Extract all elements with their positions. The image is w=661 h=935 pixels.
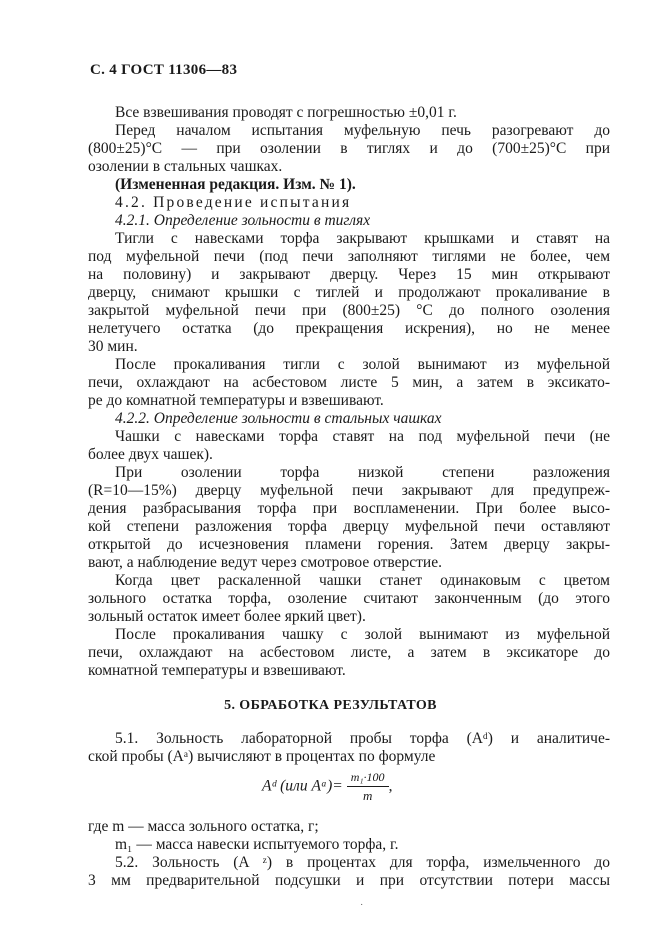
text-line: 5.2. Зольность (A ᶻ) в процентах для торфа, измельченного до xyxy=(115,854,610,871)
formula-left: Aᵈ (или Aᵃ)= xyxy=(262,777,343,795)
subsection-heading: 4.2. Проведение испытания xyxy=(115,194,352,211)
text-line: кой степени разложения торфа дверцу муфельной печи оставляют xyxy=(88,518,610,535)
text-line: При озолении торфа низкой степени разложения xyxy=(115,464,610,481)
text-line: более двух чашек). xyxy=(88,446,213,463)
formula xyxy=(262,770,392,804)
text-line: закрытой муфельной печи при (800±25) °С до полного озоления xyxy=(88,302,610,319)
text-line: комнатной температуры и взвешивают. xyxy=(88,662,346,679)
formula-fraction xyxy=(347,770,389,804)
page-header: С. 4 ГОСТ 11306—83 xyxy=(90,62,238,78)
text-line: После прокаливания чашку с золой вынимают из муфельной xyxy=(115,626,610,643)
text-line: (R=10—15%) дверцу муфельной печи закрывают для предупреж- xyxy=(88,482,610,499)
text-line: дения разбрасывания торфа при воспламенении. При более высо- xyxy=(88,500,610,517)
text-line: 5.1. Зольность лабораторной пробы торфа (Aᵈ) и аналитиче- xyxy=(115,730,610,747)
text-line: 30 мин. xyxy=(88,338,138,355)
text-line: (800±25)°С — при озолении в тиглях и до (700±25)°С при xyxy=(88,140,610,157)
text-line: Тигли с навесками торфа закрывают крышками и ставят на xyxy=(115,230,610,247)
text-line: Чашки с навесками торфа ставят на под муфельной печи (не xyxy=(115,428,610,445)
formula-numerator: m₁·100 xyxy=(347,770,389,787)
text-line: 3 мм предварительной подсушки и при отсутствии потери массы xyxy=(88,872,610,889)
scan-speck: ˙ xyxy=(360,903,364,914)
formula-denominator: m xyxy=(362,788,373,803)
text-line: нелетучего остатка (до прекращения искрения), но не менее xyxy=(88,320,610,337)
text-line: ской пробы (Aᵃ) вычисляют в процентах по формуле xyxy=(88,748,436,765)
text-line: Перед началом испытания муфельную печь разогревают до xyxy=(115,122,610,139)
text-line: под муфельной печи (под печи заполняют тиглями не более, чем xyxy=(88,248,610,265)
text-line: ре до комнатной температуры и взвешивают. xyxy=(88,392,384,409)
text-line: на половину) и закрывают дверцу. Через 15 мин открывают xyxy=(88,266,610,283)
section-heading: 5. ОБРАБОТКА РЕЗУЛЬТАТОВ xyxy=(224,698,437,713)
text-line: озолении в стальных чашках. xyxy=(88,158,283,175)
text-line: Когда цвет раскаленной чашки станет одинаковым с цветом xyxy=(115,572,610,589)
amendment-note: (Измененная редакция. Изм. № 1). xyxy=(115,176,356,193)
text-line: m₁ — масса навески испытуемого торфа, г. xyxy=(115,836,399,853)
text-line: открытой до исчезновения пламени горения. Затем дверцу закры- xyxy=(88,536,610,553)
text-line: зольный остаток имеет более яркий цвет). xyxy=(88,608,366,625)
text-line: После прокаливания тигли с золой вынимают из муфельной xyxy=(115,356,610,373)
text-line: вают, а наблюдение ведут через смотровое отверстие. xyxy=(88,554,442,571)
formula-end: , xyxy=(388,777,393,795)
text-line: дверцу, снимают крышки с тиглей и продолжают прокаливание в xyxy=(88,284,610,301)
text-line: где m — масса зольного остатка, г; xyxy=(88,818,319,835)
text-line: печи, охлаждают на асбестовом листе, а затем в эксикаторе до xyxy=(88,644,610,661)
text-line: Все взвешивания проводят с погрешностью ±0,01 г. xyxy=(115,104,457,121)
subsection-heading: 4.2.1. Определение зольности в тиглях xyxy=(115,212,371,229)
subsection-heading: 4.2.2. Определение зольности в стальных чашках xyxy=(115,410,442,427)
text-line: печи, охлаждают на асбестовом листе 5 мин, а затем в эксикато- xyxy=(88,374,610,391)
text-line: зольного остатка торфа, озоление считают законченным (до этого xyxy=(88,590,610,607)
